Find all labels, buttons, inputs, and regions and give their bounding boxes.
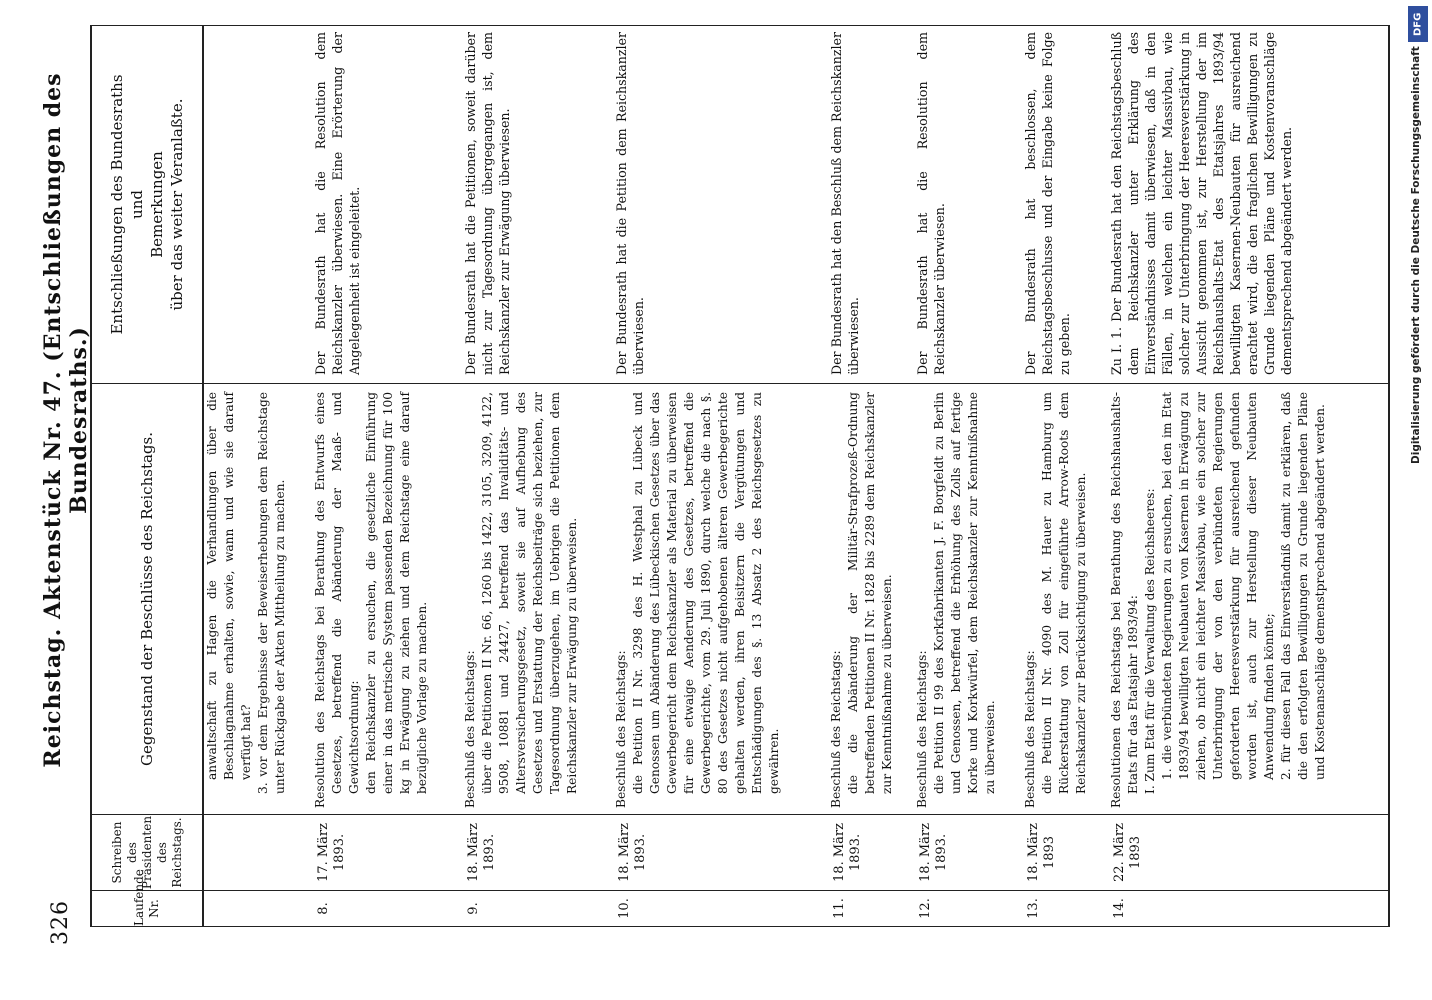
row-remarks: Der Bundesrath hat die Resolution dem Reichskanzler überwiesen. Eine Erörterung der Angelegenheit ist eingeleitet. [312,26,463,384]
row-remarks: Der Bundesrath hat die Petition dem Reichskanzler überwiesen. [613,26,828,384]
row-remarks: Der Bundesrath hat beschlossen, dem Reichstagsbeschlusse und der Eingabe keine Folge zu geben. [1022,26,1108,384]
row-date: 22. März 1893 [1108,815,1389,891]
row-subject: Beschluß des Reichstags: über die Petitionen II Nr. 66, 1260 bis 1422, 3105, 3209, 4122, 9508, 10881 und 24427, betreffend das Invaliditäts- und Altersversicherungsgesetz, soweit sie auf Aufhebung des Gesetzes und Erstattung der Reichsbeiträge sich beziehen, zur Tagesordnung überzugehen, im Uebrigen die Petitionen dem Reichskanzler zur Erwägung zu überweisen. [462,384,613,815]
column-header-subject: Gegenstand der Beschlüsse des Reichstags. [91,384,203,815]
row-date: 17. März 1893. [312,815,463,891]
row-subject: Resolutionen des Reichstags bei Berathung des Reichshaushalts-Etats für das Etatsjahr 1893/94: I. Zum Etat für die Verwaltung des Reichsheeres: 1. die verbündeten Regierungen zu ersuchen, bei den im Etat 1893/94 bewilligten Neubauten von Kasernen in Erwägung zu ziehen, ob nicht ein leichter Massivbau, wie ein solcher zur Unterbringung der von den verbündeten Regierungen geforderten Heeresverstärkung für ausreichend gefunden worden ist, auch zur Herstellung dieser Neubauten Anwendung finden könnte; 2. für diesen Fall das Einverständniß damit zu erklären, daß die den erfolgten Bewilligungen zu Grunde liegenden Pläne und Kostenanschläge demenstprechend abgeändert werden. [1108,384,1389,815]
row-nr: 14. [1108,891,1389,927]
row-date: 18. März 1893. [828,815,914,891]
digitization-credit [1407,6,1429,786]
row-date: 18. März 1893. [462,815,613,891]
row-subject: Beschluß des Reichstags: die Petition II Nr. 4090 des M. Hauer zu Hamburg um Rückerstattung von Zoll für eingeführte Arrow-Roots dem Reichskanzler zur Berücksichtigung zu überweisen. [1022,384,1108,815]
column-header-remarks: Entschließungen des Bundesraths und Bemerkungen über das weiter Veranlaßte. [91,26,203,384]
row-remarks: Der Bundesrath hat die Petitionen, soweit darüber nicht zur Tagesordnung übergegangen ist, dem Reichskanzler zur Erwägung überwiesen. [462,26,613,384]
page-title: Reichstag. Aktenstück Nr. 47. (Entschließungen des Bundesraths.) [40,72,92,768]
table-row [914,26,1022,927]
row-nr: 11. [828,891,914,927]
dfg-logo: DFG [1408,6,1428,42]
table-row-continuation [203,26,312,927]
row-remarks: Zu I. 1. Der Bundesrath hat den Reichstagsbeschluß dem Reichskanzler unter Erklärung des Einverständnisses damit überwiesen, daß in den Fällen, in welchen ein leichter Massivbau, wie solcher zur Unterbringung der Heeresverstärkung in Aussicht genommen ist, zur Herstellung der im Reichshaushalts-Etat des Etatsjahres 1893/94 bewilligten Kasernen-Neubauten für ausreichend erachtet wird, die den fraglichen Bewilligungen zu Grunde liegenden Pläne und Kostenvoranschläge dementsprechend abgeändert werden. [1108,26,1389,384]
page-number: 326 [48,900,73,945]
row-nr: 10. [613,891,828,927]
table-row [1022,26,1108,927]
row-nr: 9. [462,891,613,927]
row-date: 18. März 1893. [613,815,828,891]
row-nr: 13. [1022,891,1108,927]
table-header-row [91,26,203,927]
table-row [828,26,914,927]
row-subject: Beschluß des Reichstags: die Petition II Nr. 3298 des H. Westphal zu Lübeck und Genossen um Abänderung des Lübeckischen Gesetzes über das Gewerbegericht dem Reichskanzler als Material zu überweisen für eine etwaige Aenderung des Gesetzes, betreffend die Gewerbegerichte, vom 29. Juli 1890, durch welche die nach §. 80 des Gesetzes nicht aufgehobenen älteren Gewerbegerichte gehalten werden, ihren Beisitzern die Vergütungen und Entschädigungen des §. 13 Absatz 2 des Reichsgesetzes zu gewähren. [613,384,828,815]
table-row [462,26,613,927]
row-remarks: Der Bundesrath hat den Beschluß dem Reichskanzler überwiesen. [828,26,914,384]
table-row [1108,26,1389,927]
row-subject: Beschluß des Reichstags: die die Abänderung der Militär-Strafprozeß-Ordnung betreffenden Petitionen II Nr. 1828 bis 2289 dem Reichskanzler zur Kenntnißnahme zu überweisen. [828,384,914,815]
continuation-subject: anwaltschaft zu Hagen die Verhandlungen über die Beschlagnahme erhalten, sowie, wann und wie sie darauf verfügt hat? 3. vor dem Ergebnisse der Beweiserhebungen dem Reichstage unter Rückgabe der Akten Mittheilung zu machen. [203,384,312,815]
column-header-date: Schreiben des Präsidenten des Reichstags. [91,815,203,891]
column-header-nr: Laufende Nr. [91,891,203,927]
table-row [312,26,463,927]
row-subject: Resolution des Reichstags bei Berathung des Entwurfs eines Gesetzes, betreffend die Abänderung der Maaß- und Gewichtsordnung: den Reichskanzler zu ersuchen, die gesetzliche Einführung einer in das metrische System passenden Bezeichnung für 100 kg in Erwägung zu ziehen und dem Reichstage eine darauf bezügliche Vorlage zu machen. [312,384,463,815]
row-nr: 8. [312,891,463,927]
row-remarks: Der Bundesrath hat die Resolution dem Reichskanzler überwiesen. [914,26,1022,384]
row-date: 18. März 1893. [914,815,1022,891]
row-subject: Beschluß des Reichstags: die Petition II 99 des Korkfabrikanten J. F. Borgfeldt zu Berlin und Genossen, betreffend die Erhöhung des Zolls auf fertige Korke und Korkwürfel, dem Reichskanzler zur Kenntnißnahme zu überweisen. [914,384,1022,815]
table-row [613,26,828,927]
row-date: 18. März 1893 [1022,815,1108,891]
row-nr: 12. [914,891,1022,927]
credit-text: Digitalisierung gefördert durch die Deutsche Forschungsgemeinschaft [1410,46,1422,464]
resolutions-table [90,25,1390,927]
